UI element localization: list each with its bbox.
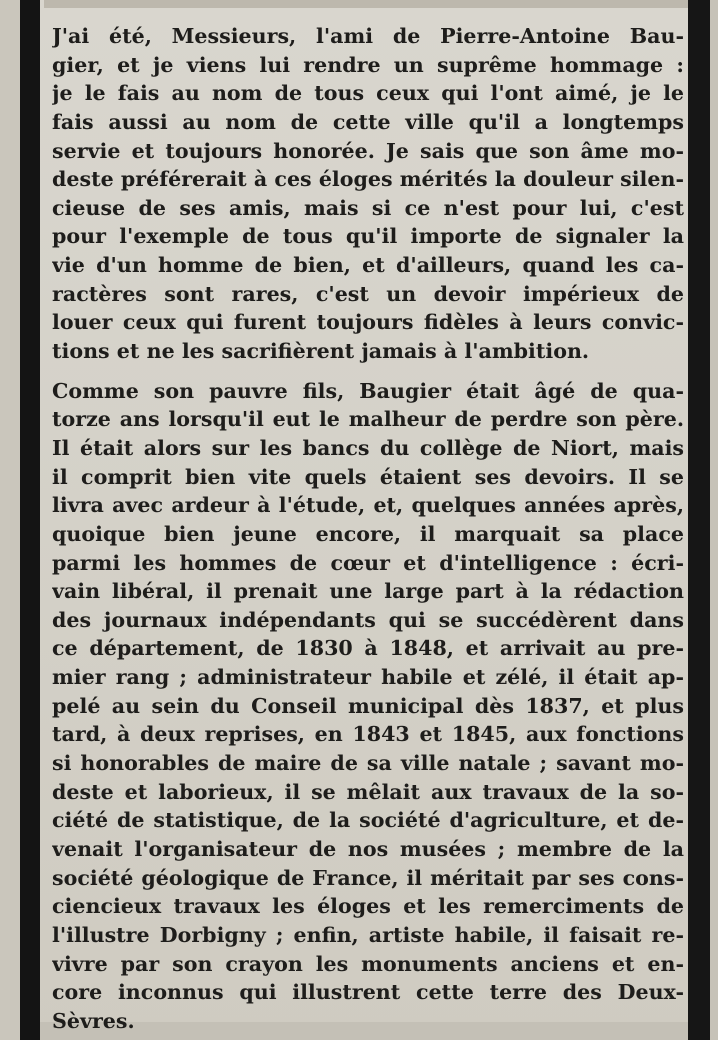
text-line: pelé au sein du Conseil municipal dès 1837, et plus bbox=[52, 693, 684, 718]
column-rule-right bbox=[688, 0, 710, 1040]
text-line: deste préférerait à ces éloges mérités la douleur silen- bbox=[52, 167, 684, 192]
text-line: des journaux indépendants qui se succédèrent dans bbox=[52, 607, 684, 632]
text-line: parmi les hommes de cœur et d'intelligence : écri- bbox=[52, 550, 684, 575]
text-line: je le fais au nom de tous ceux qui l'ont aimé, je le bbox=[52, 81, 684, 106]
text-line: torze ans lorsqu'il eut le malheur de perdre son père. bbox=[52, 407, 684, 432]
text-line: ractères sont rares, c'est un devoir impérieux de bbox=[52, 281, 684, 306]
article-text bbox=[52, 22, 684, 1035]
text-line: pour l'exemple de tous qu'il importe de signaler la bbox=[52, 224, 684, 249]
text-line: J'ai été, Messieurs, l'ami de Pierre-Antoine Bau- bbox=[52, 24, 684, 48]
paragraph-1 bbox=[52, 22, 684, 366]
previous-column-fragment bbox=[44, 0, 688, 8]
text-line: tions et ne les sacrifièrent jamais à l'ambition. bbox=[52, 339, 590, 364]
scan-edge-right bbox=[710, 0, 718, 1040]
text-line: Sèvres. bbox=[52, 1008, 135, 1033]
text-line: société géologique de France, il méritait par ses cons- bbox=[52, 865, 684, 890]
text-line: cieuse de ses amis, mais si ce n'est pour lui, c'est bbox=[52, 195, 684, 220]
text-line: venait l'organisateur de nos musées ; membre de la bbox=[52, 836, 684, 861]
text-line: vivre par son crayon les monuments anciens et en- bbox=[52, 951, 684, 976]
text-line: quoique bien jeune encore, il marquait sa place bbox=[52, 521, 684, 546]
text-line: vain libéral, il prenait une large part à la rédaction bbox=[52, 579, 684, 604]
text-line: si honorables de maire de sa ville natale ; savant mo- bbox=[52, 751, 684, 776]
scan-edge-left bbox=[0, 0, 20, 1040]
text-line: servie et toujours honorée. Je sais que son âme mo- bbox=[52, 138, 684, 163]
paragraph-gap bbox=[52, 366, 684, 377]
text-line: tard, à deux reprises, en 1843 et 1845, aux fonctions bbox=[52, 722, 684, 747]
text-line: l'illustre Dorbigny ; enfin, artiste habile, il faisait re- bbox=[52, 922, 684, 947]
text-line: ce département, de 1830 à 1848, et arrivait au pre- bbox=[52, 636, 684, 661]
column-rule-left bbox=[20, 0, 40, 1040]
text-line: ciété de statistique, de la société d'agriculture, et de- bbox=[52, 808, 684, 833]
text-line: vie d'un homme de bien, et d'ailleurs, quand les ca- bbox=[52, 253, 684, 278]
text-line: livra avec ardeur à l'étude, et, quelques années après, bbox=[52, 493, 684, 518]
text-line: Il était alors sur les bancs du collège de Niort, mais bbox=[52, 435, 684, 460]
text-line: Comme son pauvre fils, Baugier était âgé de qua- bbox=[52, 378, 684, 403]
text-line: louer ceux qui furent toujours fidèles à leurs convic- bbox=[52, 310, 684, 335]
paragraph-2 bbox=[52, 377, 684, 1036]
text-line: fais aussi au nom de cette ville qu'il a longtemps bbox=[52, 109, 684, 134]
text-line: mier rang ; administrateur habile et zélé, il était ap- bbox=[52, 665, 684, 690]
text-line: ciencieux travaux les éloges et les remerciments de bbox=[52, 894, 684, 919]
text-line: gier, et je viens lui rendre un suprême hommage : bbox=[52, 52, 684, 77]
text-line: core inconnus qui illustrent cette terre des Deux- bbox=[52, 980, 684, 1005]
text-line: deste et laborieux, il se mêlait aux travaux de la so- bbox=[52, 779, 684, 804]
text-line: il comprit bien vite quels étaient ses devoirs. Il se bbox=[52, 464, 684, 489]
